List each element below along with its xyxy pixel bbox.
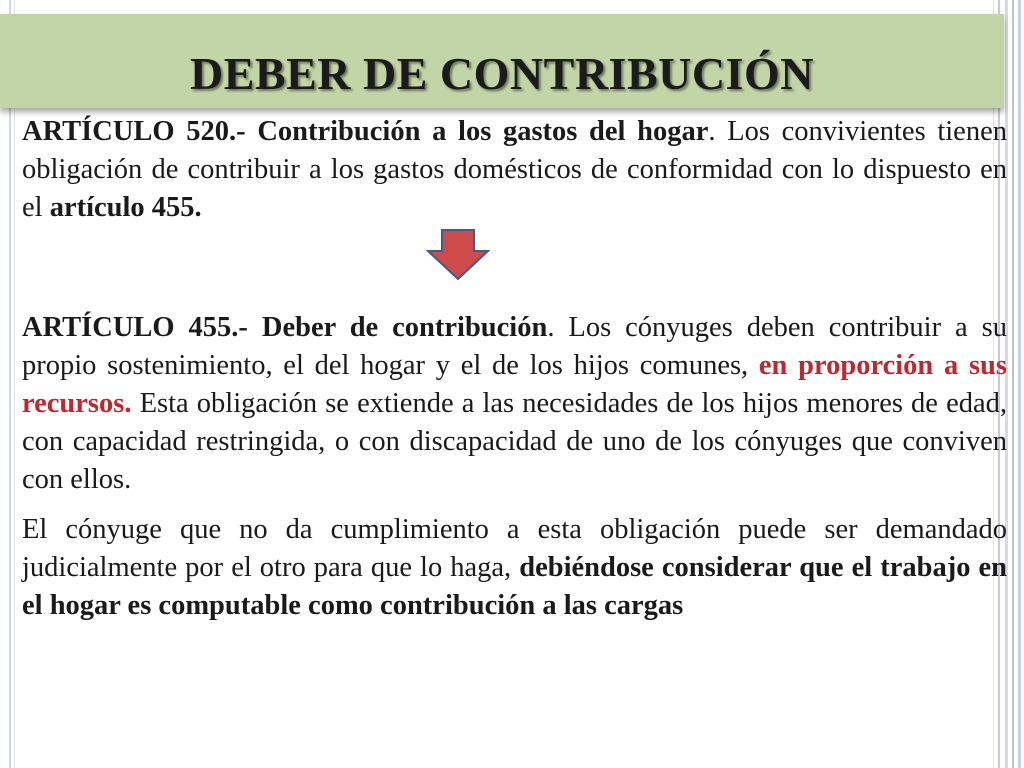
arrow-row bbox=[22, 227, 1007, 287]
article-455-paragraph bbox=[22, 309, 1007, 499]
left-rule-inner bbox=[14, 0, 15, 768]
article-520-paragraph bbox=[22, 113, 1007, 227]
article-520-heading: ARTÍCULO 520.- Contribución a los gastos del hogar bbox=[22, 116, 709, 147]
slide-content bbox=[22, 113, 1007, 625]
spouse-obligation-paragraph bbox=[22, 511, 1007, 625]
left-rule bbox=[9, 0, 11, 768]
article-455-body: . Los cónyuges deben contribuir a su propio sostenimiento, el del hogar y el de los hijos comunes, bbox=[22, 312, 1007, 381]
article-455-heading: ARTÍCULO 455.- Deber de contribución bbox=[22, 312, 548, 343]
right-stripe bbox=[1018, 0, 1021, 768]
right-stripe bbox=[1012, 0, 1014, 768]
slide-title: DEBER DE CONTRIBUCIÓN bbox=[190, 48, 814, 99]
article-455-body-continued: Esta obligación se extiende a las necesidades de los hijos menores de edad, con capacidad restringida, o con discapacidad de uno de los cónyuges que conviven con ellos. bbox=[22, 388, 1007, 495]
spouse-obligation-emphasis: debiéndose considerar que el trabajo en el hogar es computable como contribución a las cargas bbox=[22, 552, 1007, 621]
spouse-obligation-body: El cónyuge que no da cumplimiento a esta obligación puede ser demandado judicialmente por el otro para que lo haga, bbox=[22, 514, 1007, 583]
article-520-reference: artículo 455. bbox=[49, 192, 202, 223]
down-arrow-icon bbox=[426, 229, 490, 281]
proportion-highlight: en proporción a sus recursos. bbox=[22, 350, 1007, 419]
article-520-body: . Los convivientes tienen obligación de contribuir a los gastos domésticos de conformidad con lo dispuesto en el bbox=[22, 116, 1007, 223]
